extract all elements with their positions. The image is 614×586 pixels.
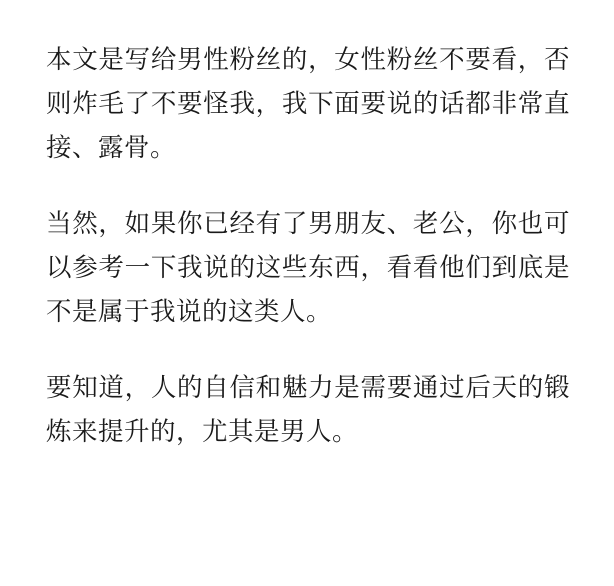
paragraph-1: 本文是写给男性粉丝的，女性粉丝不要看，否则炸毛了不要怪我，我下面要说的话都非常直接、露骨。 — [46, 45, 570, 163]
paragraph-3: 要知道，人的自信和魅力是需要通过后天的锻炼来提升的，尤其是男人。 — [46, 373, 570, 447]
paragraph-2: 当然，如果你已经有了男朋友、老公，你也可以参考一下我说的这些东西，看看他们到底是不是属于我说的这类人。 — [46, 209, 570, 327]
